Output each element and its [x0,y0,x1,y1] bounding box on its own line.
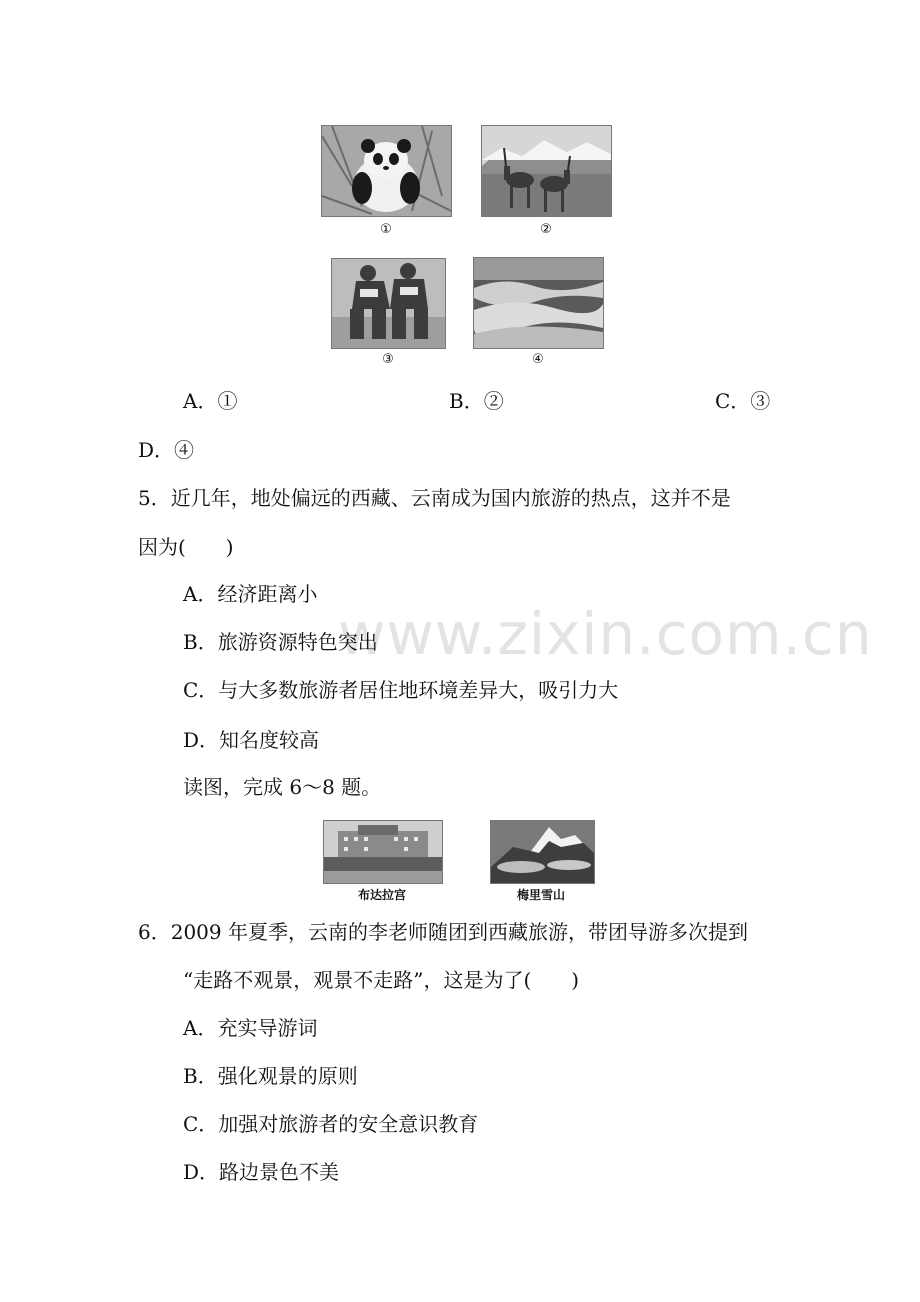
q5-option-c: C．与大多数旅游者居住地环境差异大，吸引力大 [183,678,619,702]
q4-option-d: D．④ [138,438,195,462]
q5-option-d: D．知名度较高 [183,728,320,752]
q5-stem-line-2: 因为( ) [138,535,234,559]
q6-stem-line-2: “走路不观景，观景不走路”，这是为了( ) [183,968,580,992]
photo-antelopes [481,125,612,217]
figure-2-caption-1: 布达拉宫 [357,888,406,902]
q5-option-a: A．经济距离小 [183,582,318,606]
q5-option-b: B．旅游资源特色突出 [183,630,378,654]
figure-1-caption-3: ③ [382,352,394,367]
read-instruction: 读图，完成 6～8 题。 [183,775,382,799]
watermark: www.zixin.com.cn [338,600,873,668]
q6-option-b: B．强化观景的原则 [183,1064,358,1088]
q4-option-a: A．① [183,389,238,413]
photo-desert [473,257,604,349]
q4-option-b: B．② [449,389,504,413]
figure-2-caption-2: 梅里雪山 [516,888,565,902]
figure-1-caption-1: ① [380,222,392,237]
q4-option-c: C．③ [715,389,771,413]
photo-wrestlers [331,258,446,349]
photo-meili-snow-mountain [490,820,595,884]
photo-panda [321,125,452,217]
q6-stem-line-1: 6．2009 年夏季，云南的李老师随团到西藏旅游，带团导游多次提到 [138,920,748,944]
photo-potala-palace [323,820,443,884]
q6-option-c: C．加强对旅游者的安全意识教育 [183,1112,479,1136]
q5-stem-line-1: 5．近几年，地处偏远的西藏、云南成为国内旅游的热点，这并不是 [138,486,731,510]
figure-1-caption-2: ② [540,222,552,237]
q6-option-a: A．充实导游词 [183,1016,318,1040]
figure-1-caption-4: ④ [532,352,544,367]
q6-option-d: D．路边景色不美 [183,1160,340,1184]
